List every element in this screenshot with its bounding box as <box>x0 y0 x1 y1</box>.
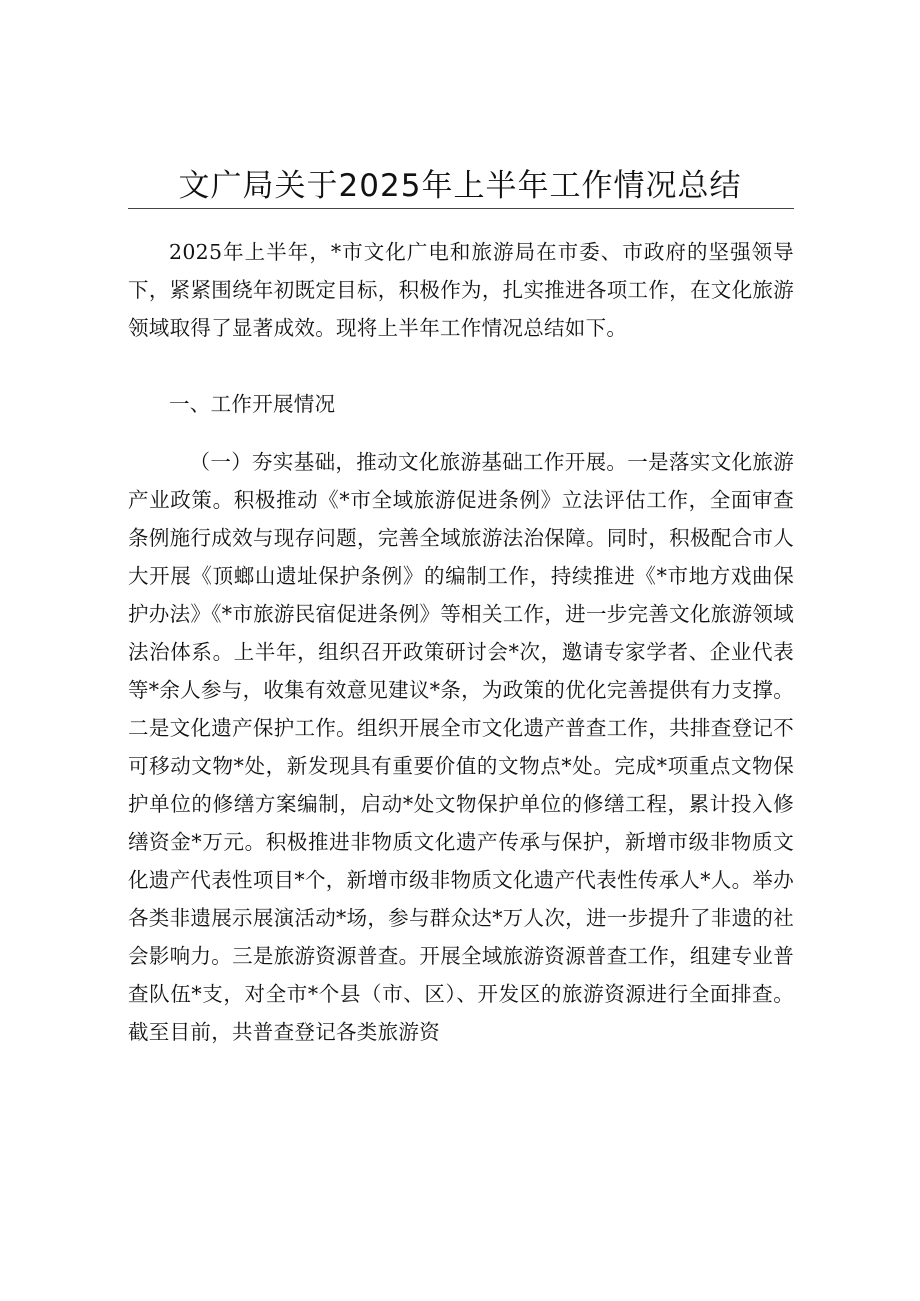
section-heading: 一、工作开展情况 <box>169 392 336 416</box>
intro-paragraph: 2025年上半年，*市文化广电和旅游局在市委、市政府的坚强领导下，紧紧围绕年初既定目标，积极作为，扎实推进各项工作，在文化旅游领域取得了显著成效。现将上半年工作情况总结如下。 <box>128 240 794 340</box>
section-body-paragraph: （一）夯实基础，推动文化旅游基础工作开展。一是落实文化旅游产业政策。积极推动《*市全域旅游促进条例》立法评估工作，全面审查条例施行成效与现存问题，完善全域旅游法治保障。同时，积极配合市人大开展《顶螂山遗址保护条例》的编制工作，持续推进《*市地方戏曲保护办法》《*市旅游民宿促进条例》等相关工作，进一步完善文化旅游领域法治体系。上半年，组织召开政策研讨会*次，邀请专家学者、企业代表等*余人参与，收集有效意见建议*条，为政策的优化完善提供有力支撑。二是文化遗产保护工作。组织开展全市文化遗产普查工作，共排查登记不可移动文物*处，新发现具有重要价值的文物点*处。完成*项重点文物保护单位的修缮方案编制，启动*处文物保护单位的修缮工程，累计投入修缮资金*万元。积极推进非物质文化遗产传承与保护，新增市级非物质文化遗产代表性项目*个，新增市级非物质文化遗产代表性传承人*人。举办各类非遗展示展演活动*场，参与群众达*万人次，进一步提升了非遗的社会影响力。三是旅游资源普查。开展全域旅游资源普查工作，组建专业普查队伍*支，对全市*个县（市、区）、开发区的旅游资源进行全面排查。截至目前，共普查登记各类旅游资 <box>128 450 794 1044</box>
document-title: 文广局关于2025年上半年工作情况总结 <box>178 168 742 204</box>
title-underline <box>128 208 794 209</box>
